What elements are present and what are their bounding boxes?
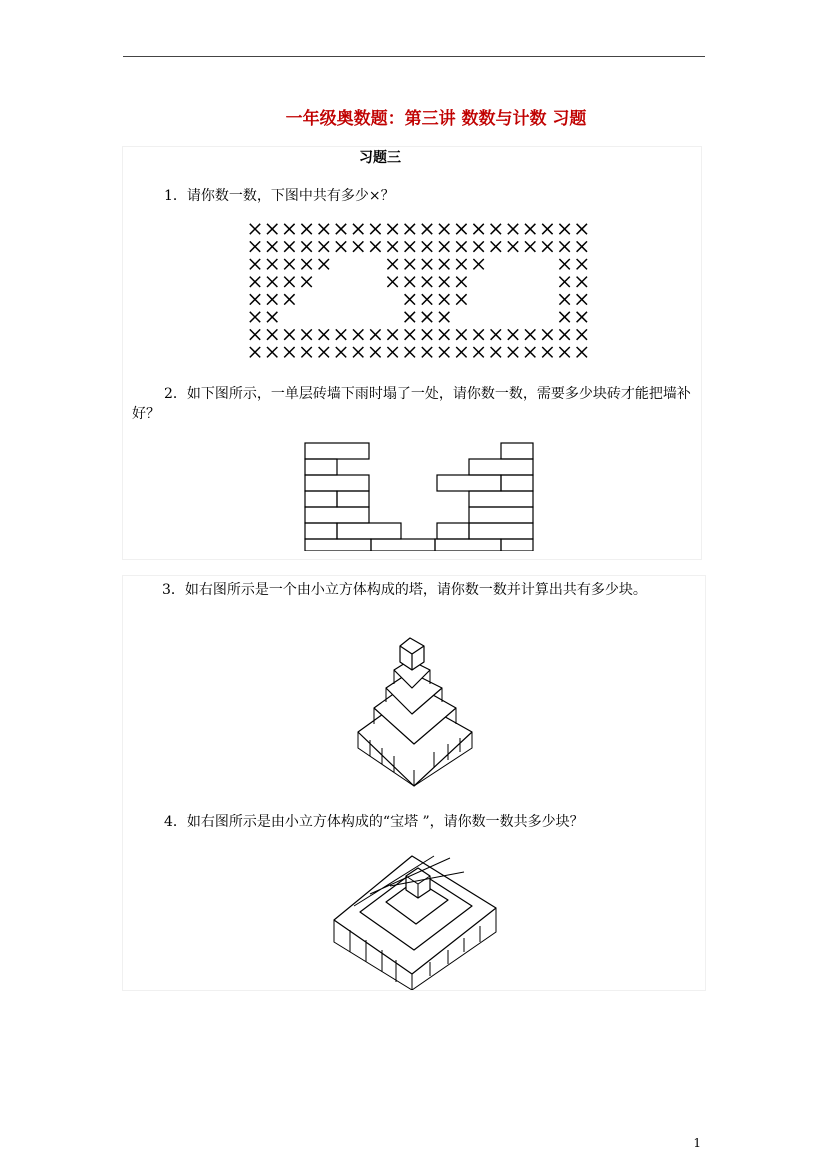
x-mark <box>250 277 260 287</box>
x-mark <box>439 329 449 339</box>
brick <box>437 523 469 539</box>
x-mark <box>405 347 415 357</box>
x-mark <box>250 259 260 269</box>
x-mark <box>422 224 432 234</box>
question-4-number: 4． <box>164 814 187 830</box>
x-mark <box>508 224 518 234</box>
x-mark <box>456 241 466 251</box>
x-mark <box>422 294 432 304</box>
x-mark <box>336 347 346 357</box>
x-mark <box>284 259 294 269</box>
brick <box>305 443 369 459</box>
brick <box>437 475 501 491</box>
x-mark <box>525 347 535 357</box>
x-mark <box>439 224 449 234</box>
brick <box>305 539 371 551</box>
x-mark <box>250 347 260 357</box>
x-mark <box>525 241 535 251</box>
brick <box>469 491 533 507</box>
x-mark <box>542 224 552 234</box>
x-mark <box>250 312 260 322</box>
x-mark <box>508 347 518 357</box>
brick <box>305 475 369 491</box>
brick <box>501 475 533 491</box>
x-mark <box>387 347 397 357</box>
x-mark <box>284 224 294 234</box>
section-subtitle: 习题三 <box>359 150 401 166</box>
x-mark <box>267 329 277 339</box>
x-mark <box>353 329 363 339</box>
x-mark <box>319 259 329 269</box>
x-mark <box>422 329 432 339</box>
x-mark <box>267 294 277 304</box>
x-mark <box>491 224 501 234</box>
brick <box>501 443 533 459</box>
x-mark <box>422 312 432 322</box>
x-mark <box>439 347 449 357</box>
x-mark <box>559 312 569 322</box>
x-mark <box>301 347 311 357</box>
page-title: 一年级奥数题：第三讲 数数与计数 习题 <box>285 109 587 129</box>
x-mark <box>456 259 466 269</box>
x-mark <box>542 347 552 357</box>
brick <box>469 459 533 475</box>
x-mark <box>353 224 363 234</box>
x-mark <box>250 224 260 234</box>
x-mark <box>284 329 294 339</box>
x-mark <box>336 329 346 339</box>
x-mark <box>387 329 397 339</box>
brick-wall-figure <box>303 441 535 551</box>
x-mark <box>267 347 277 357</box>
x-mark <box>473 347 483 357</box>
x-mark <box>336 224 346 234</box>
brick <box>501 539 533 551</box>
x-mark <box>405 259 415 269</box>
brick <box>305 491 337 507</box>
x-mark <box>559 329 569 339</box>
x-mark <box>456 224 466 234</box>
x-mark <box>284 347 294 357</box>
x-mark <box>577 329 587 339</box>
x-mark <box>387 259 397 269</box>
x-mark <box>267 312 277 322</box>
brick <box>371 539 435 551</box>
x-mark <box>405 312 415 322</box>
x-mark <box>491 329 501 339</box>
x-mark <box>319 224 329 234</box>
x-mark <box>422 241 432 251</box>
x-mark <box>508 241 518 251</box>
x-mark <box>508 329 518 339</box>
cube-tower-figure <box>350 636 480 788</box>
x-mark <box>405 224 415 234</box>
brick <box>469 523 533 539</box>
x-mark <box>439 294 449 304</box>
x-mark <box>542 241 552 251</box>
question-4-text: 如右图所示是由小立方体构成的“宝塔 ”，请你数一数共多少块？ <box>186 814 584 830</box>
x-mark <box>473 259 483 269</box>
x-mark <box>577 277 587 287</box>
question-2-text: 如下图所示，一单层砖墙下雨时塌了一处，请你数一数，需要多少块砖才能把墙补好？ <box>132 386 691 422</box>
x-mark <box>577 259 587 269</box>
x-mark <box>319 347 329 357</box>
x-mark <box>387 277 397 287</box>
x-mark <box>542 329 552 339</box>
x-mark <box>319 329 329 339</box>
x-grid-figure <box>247 221 592 363</box>
x-mark <box>473 329 483 339</box>
x-mark <box>267 241 277 251</box>
x-mark <box>456 277 466 287</box>
question-3 <box>130 580 692 600</box>
x-mark <box>250 294 260 304</box>
x-mark <box>439 312 449 322</box>
x-mark <box>577 241 587 251</box>
x-mark <box>559 294 569 304</box>
question-3-text: 如右图所示是一个由小立方体构成的塔，请你数一数并计算出共有多少块。 <box>184 582 647 598</box>
x-mark <box>267 277 277 287</box>
x-mark <box>250 241 260 251</box>
x-mark <box>387 224 397 234</box>
x-mark <box>559 259 569 269</box>
x-mark <box>439 277 449 287</box>
x-mark <box>301 259 311 269</box>
x-mark <box>284 294 294 304</box>
x-mark <box>301 277 311 287</box>
x-mark <box>422 259 432 269</box>
x-mark <box>370 224 380 234</box>
x-mark <box>559 224 569 234</box>
x-mark <box>456 347 466 357</box>
x-mark <box>456 294 466 304</box>
cube-pagoda-figure <box>330 850 500 990</box>
x-mark <box>473 224 483 234</box>
x-mark <box>387 241 397 251</box>
header-rule <box>123 56 705 57</box>
x-mark <box>559 241 569 251</box>
page-number: 1 <box>693 1136 701 1150</box>
x-mark <box>353 241 363 251</box>
x-mark <box>439 241 449 251</box>
question-4 <box>164 812 694 832</box>
brick <box>305 507 369 523</box>
x-mark <box>405 277 415 287</box>
x-mark <box>267 224 277 234</box>
x-mark <box>336 241 346 251</box>
x-mark <box>577 224 587 234</box>
x-mark <box>267 259 277 269</box>
x-mark <box>456 329 466 339</box>
brick <box>337 523 401 539</box>
brick <box>305 459 337 475</box>
x-mark <box>422 277 432 287</box>
x-mark <box>301 329 311 339</box>
question-1-text: 请你数一数，下图中共有多少×？ <box>186 188 395 204</box>
x-mark <box>319 241 329 251</box>
x-mark <box>577 294 587 304</box>
x-mark <box>491 241 501 251</box>
x-mark <box>250 329 260 339</box>
brick <box>337 491 369 507</box>
x-mark <box>525 224 535 234</box>
x-mark <box>370 347 380 357</box>
x-mark <box>439 259 449 269</box>
x-mark <box>301 224 311 234</box>
x-mark <box>405 241 415 251</box>
x-mark <box>422 347 432 357</box>
question-1 <box>164 186 684 206</box>
x-mark <box>405 294 415 304</box>
question-1-number: 1． <box>164 188 187 204</box>
x-mark <box>577 312 587 322</box>
x-mark <box>473 241 483 251</box>
x-mark <box>577 347 587 357</box>
x-mark <box>559 347 569 357</box>
x-mark <box>491 347 501 357</box>
question-2-number: 2． <box>164 386 187 402</box>
x-mark <box>559 277 569 287</box>
x-mark <box>353 347 363 357</box>
x-mark <box>525 329 535 339</box>
x-mark <box>301 241 311 251</box>
x-mark <box>284 241 294 251</box>
question-2 <box>132 384 694 424</box>
x-mark <box>370 241 380 251</box>
brick <box>469 507 533 523</box>
x-mark <box>370 329 380 339</box>
brick <box>435 539 501 551</box>
x-mark <box>405 329 415 339</box>
brick <box>305 523 337 539</box>
x-mark <box>284 277 294 287</box>
question-3-number: 3． <box>162 582 185 598</box>
